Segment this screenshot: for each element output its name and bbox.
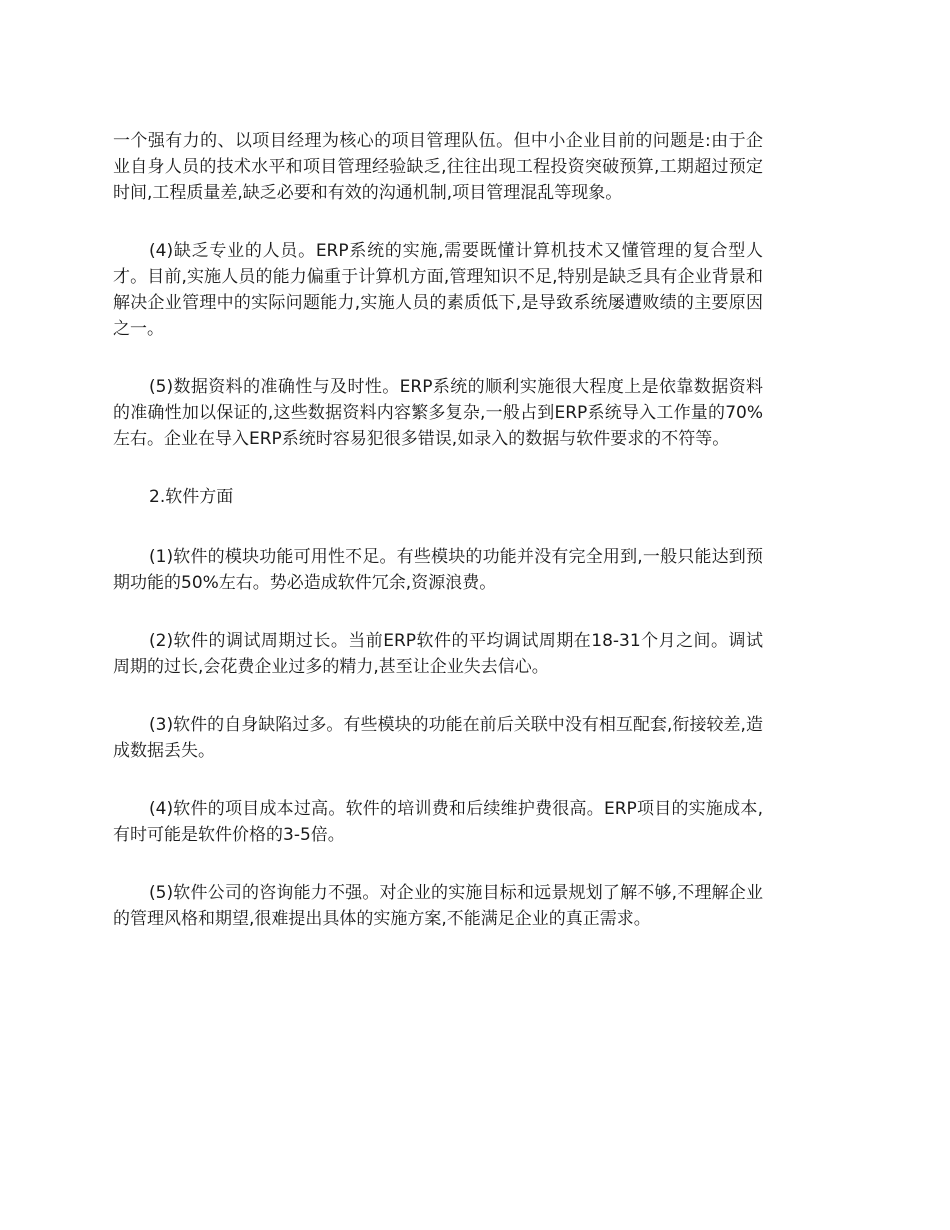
paragraph-debug-cycle: (2)软件的调试周期过长。当前ERP软件的平均调试周期在18-31个月之间。调试周期的过长,会花费企业过多的精力,甚至让企业失去信心。 — [113, 631, 763, 677]
paragraph-consulting-ability: (5)软件公司的咨询能力不强。对企业的实施目标和远景规划了解不够,不理解企业的管理风格和期望,很难提出具体的实施方案,不能满足企业的真正需求。 — [113, 883, 763, 929]
paragraph-data-accuracy: (5)数据资料的准确性与及时性。ERP系统的顺利实施很大程度上是依靠数据资料的准确性加以保证的,这些数据资料内容繁多复杂,一般占到ERP系统导入工作量的70%左右。企业在导入ERP系统时容易犯很多错误,如录入的数据与软件要求的不符等。 — [113, 377, 763, 449]
paragraph-module-usability: (1)软件的模块功能可用性不足。有些模块的功能并没有完全用到,一般只能达到预期功能的50%左右。势必造成软件冗余,资源浪费。 — [113, 547, 763, 593]
section-heading-software: 2.软件方面 — [149, 487, 234, 507]
paragraph-project-cost: (4)软件的项目成本过高。软件的培训费和后续维护费很高。ERP项目的实施成本,有时可能是软件价格的3-5倍。 — [113, 799, 763, 845]
document-page — [113, 128, 763, 964]
paragraph-software-defects: (3)软件的自身缺陷过多。有些模块的功能在前后关联中没有相互配套,衔接较差,造成数据丢失。 — [113, 715, 763, 761]
paragraph-project-team: 一个强有力的、以项目经理为核心的项目管理队伍。但中小企业目前的问题是:由于企业自身人员的技术水平和项目管理经验缺乏,往往出现工程投资突破预算,工期超过预定时间,工程质量差,缺乏必要和有效的沟通机制,项目管理混乱等现象。 — [113, 131, 763, 203]
paragraph-lack-professionals: (4)缺乏专业的人员。ERP系统的实施,需要既懂计算机技术又懂管理的复合型人才。目前,实施人员的能力偏重于计算机方面,管理知识不足,特别是缺乏具有企业背景和解决企业管理中的实际问题能力,实施人员的素质低下,是导致系统屡遭败绩的主要原因之一。 — [113, 241, 763, 339]
